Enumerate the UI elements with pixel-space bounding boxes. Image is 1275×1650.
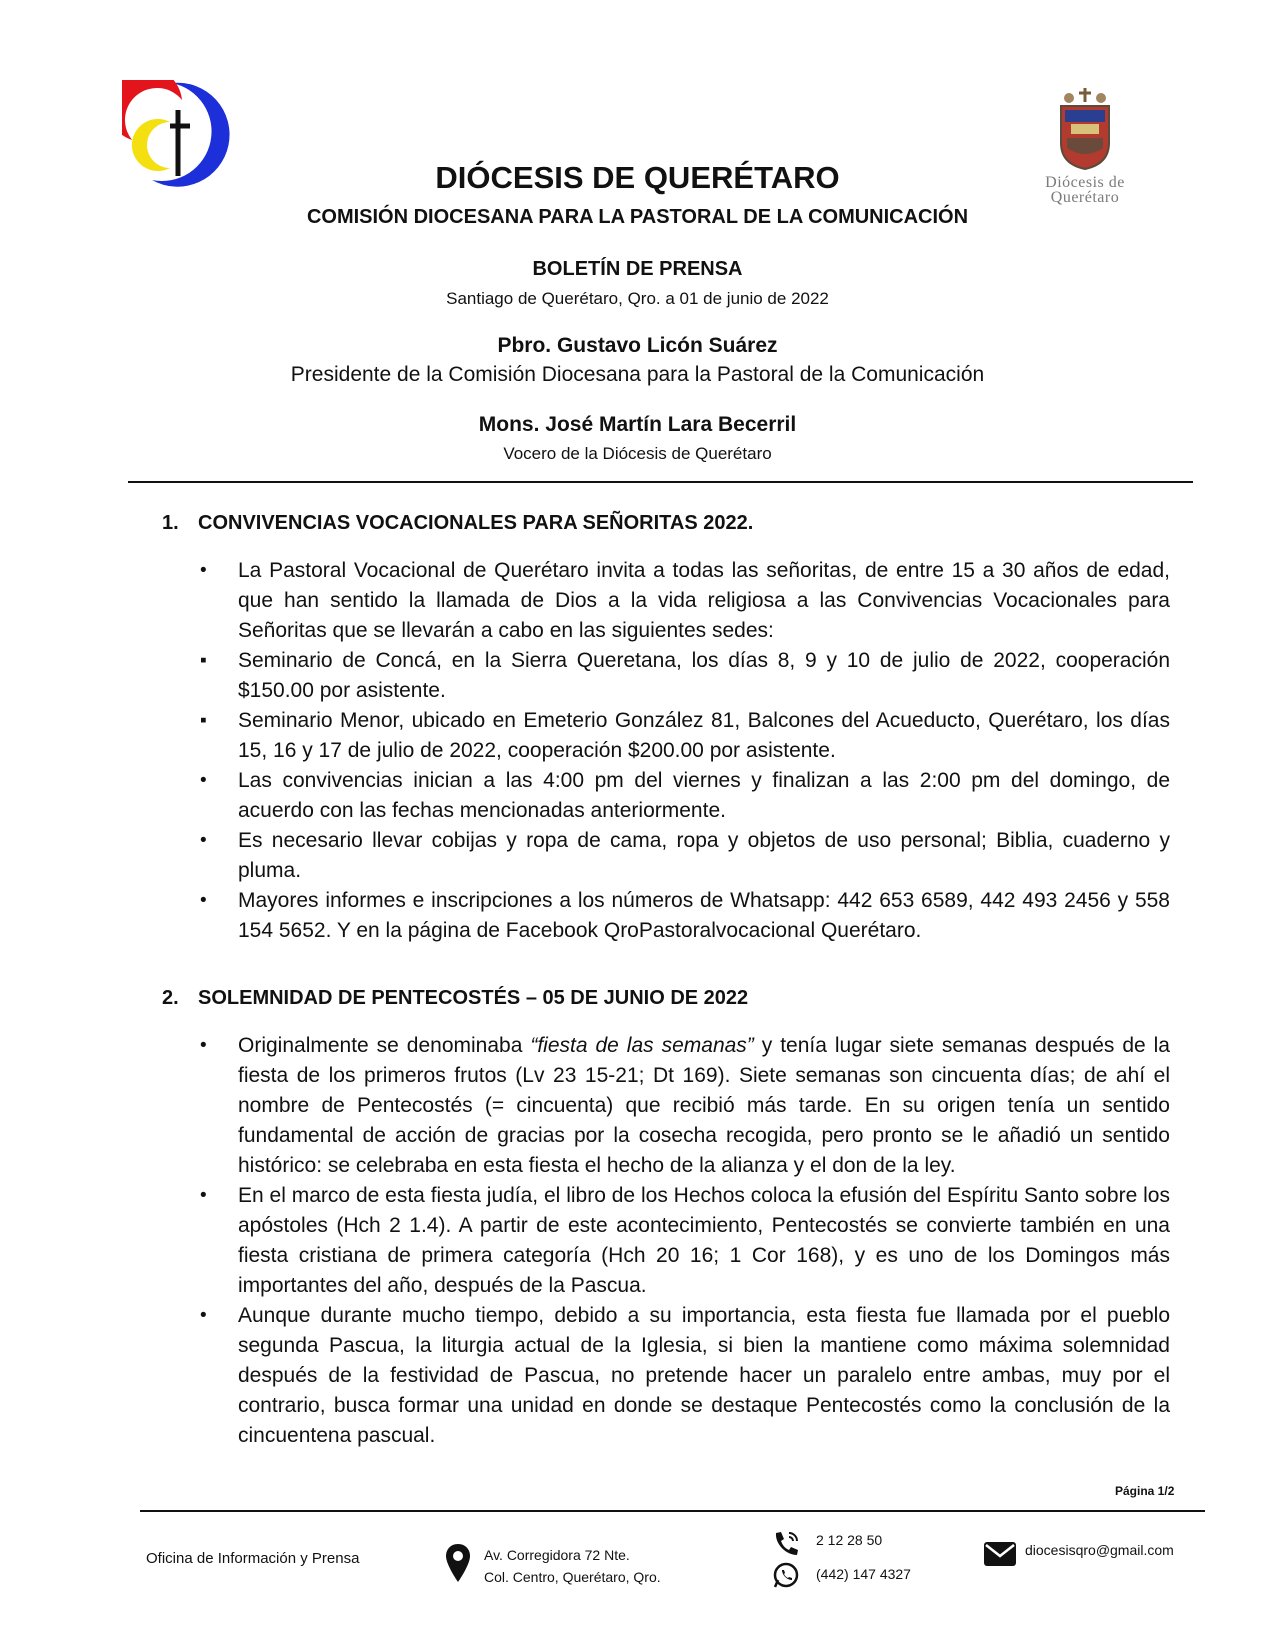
square-bullet-icon: ▪ (200, 710, 207, 731)
whatsapp-icon (772, 1561, 800, 1589)
footer-address (484, 1544, 661, 1588)
footer-email[interactable]: diocesisqro@gmail.com (1025, 1542, 1174, 1558)
list-item-text-lead: Originalmente se denominaba (238, 1034, 531, 1057)
list-item (200, 766, 1170, 826)
list-item (200, 1301, 1170, 1451)
location-pin-icon (445, 1543, 471, 1583)
section-2-heading: SOLEMNIDAD DE PENTECOSTÉS – 05 DE JUNIO DE 2022 (198, 987, 749, 1009)
list-item (200, 1181, 1170, 1301)
bullet-icon: • (200, 830, 207, 851)
section-1-title (162, 512, 753, 535)
list-item (200, 556, 1170, 646)
seal-caption-line2: Querétaro (1050, 189, 1120, 206)
bullet-icon: • (200, 1305, 207, 1326)
dateline: Santiago de Querétaro, Qro. a 01 de junio de 2022 (446, 289, 829, 308)
list-item-text: Aunque durante mucho tiempo, debido a su importancia, esta fiesta fue llamada por el pueblo segunda Pascua, la liturgia actual de la Iglesia, si bien la mantiene como máxima solemnidad después de la festividad de Pascua, no pretende hacer un paralelo entre ambas, muy por el contrario, busca formar una unidad en donde se destaque Pentecostés como la conclusión de la cincuentena pascual. (238, 1304, 1170, 1447)
list-item-text: Seminario Menor, ubicado en Emeterio González 81, Balcones del Acueducto, Querétaro, los días 15, 16 y 17 de julio de 2022, cooperación $200.00 por asistente. (238, 709, 1170, 762)
list-item-text: La Pastoral Vocacional de Querétaro invita a todas las señoritas, de entre 15 a 30 años de edad, que han sentido la llamada de Dios a la vida religiosa a las Convivencias Vocacionales para Señoritas que se llevarán a cabo en las siguientes sedes: (238, 559, 1170, 642)
list-item (200, 1031, 1170, 1181)
section-1-list (200, 556, 1170, 946)
footer-office: Oficina de Información y Prensa (146, 1550, 360, 1567)
email-icon (983, 1541, 1017, 1567)
person1-name: Pbro. Gustavo Licón Suárez (497, 334, 778, 357)
person2-name: Mons. José Martín Lara Becerril (478, 413, 797, 436)
person1-role: Presidente de la Comisión Diocesana para la Pastoral de la Comunicación (290, 363, 985, 386)
section-2-number: 2. (162, 987, 179, 1009)
footer-divider (140, 1510, 1205, 1512)
list-item (200, 826, 1170, 886)
list-item-text: Las convivencias inician a las 4:00 pm del viernes y finalizan a las 2:00 pm del domingo, de acuerdo con las fechas mencionadas anteriormente. (238, 769, 1170, 822)
bullet-icon: • (200, 1035, 207, 1056)
section-2-title (162, 987, 748, 1010)
italic-phrase: “fiesta de las semanas” (530, 1034, 754, 1057)
page-title: DIÓCESIS DE QUERÉTARO (435, 160, 840, 195)
list-item-text: Seminario de Concá, en la Sierra Queretana, los días 8, 9 y 10 de julio de 2022, cooperación $150.00 por asistente. (238, 649, 1170, 702)
footer-phone: 2 12 28 50 (816, 1532, 883, 1548)
seal-caption-line1: Diócesis de (1045, 174, 1125, 191)
phone-icon (772, 1530, 800, 1556)
address-line-1: Av. Corregidora 72 Nte. (484, 1547, 630, 1563)
section-1-number: 1. (162, 512, 179, 534)
address-line-2: Col. Centro, Querétaro, Qro. (484, 1569, 661, 1585)
list-item-text: En el marco de esta fiesta judía, el libro de los Hechos coloca la efusión del Espíritu Santo sobre los apóstoles (Hch 2 1.4). A partir de este acontecimiento, Pentecostés se convierte también en una fiesta cristiana de primera categoría (Hch 20 16; 1 Cor 168), y es uno de los Domingos más importantes del año, después de la Pascua. (238, 1184, 1170, 1297)
bulletin-label: BOLETÍN DE PRENSA (532, 258, 743, 280)
bullet-icon: • (200, 890, 207, 911)
bullet-icon: • (200, 560, 207, 581)
page-subtitle: COMISIÓN DIOCESANA PARA LA PASTORAL DE LA COMUNICACIÓN (306, 206, 969, 228)
footer-whatsapp: (442) 147 4327 (816, 1566, 911, 1582)
list-item-text: Mayores informes e inscripciones a los números de Whatsapp: 442 653 6589, 442 493 2456 y 558 154 5652. Y en la página de Facebook QroPastoralvocacional Querétaro. (238, 889, 1170, 942)
list-item (200, 886, 1170, 946)
person2-role: Vocero de la Diócesis de Querétaro (503, 444, 772, 463)
list-item-text: Es necesario llevar cobijas y ropa de cama, ropa y objetos de uso personal; Biblia, cuaderno y pluma. (238, 829, 1170, 882)
header-divider (128, 481, 1193, 483)
list-item-text: y tenía lugar siete semanas después de la fiesta de los primeros frutos (Lv 23 15-21; Dt 169). Siete semanas son cincuenta días; de ahí el nombre de Pentecostés (= cincuenta) que recibió más tarde. En su origen tenía un sentido fundamental de acción de gracias por la cosecha recogida, pero pronto se le añadió un sentido histórico: se celebraba en esta fiesta el hecho de la alianza y el don de la ley. (238, 1034, 1170, 1177)
section-2-list (200, 1031, 1170, 1451)
page-number: Página 1/2 (1115, 1484, 1175, 1498)
coat-of-arms-icon (1055, 88, 1115, 170)
list-item (200, 646, 1170, 706)
list-item (200, 706, 1170, 766)
section-1-heading: CONVIVENCIAS VOCACIONALES PARA SEÑORITAS 2022. (198, 512, 754, 534)
square-bullet-icon: ▪ (200, 650, 207, 671)
bullet-icon: • (200, 770, 207, 791)
bullet-icon: • (200, 1185, 207, 1206)
